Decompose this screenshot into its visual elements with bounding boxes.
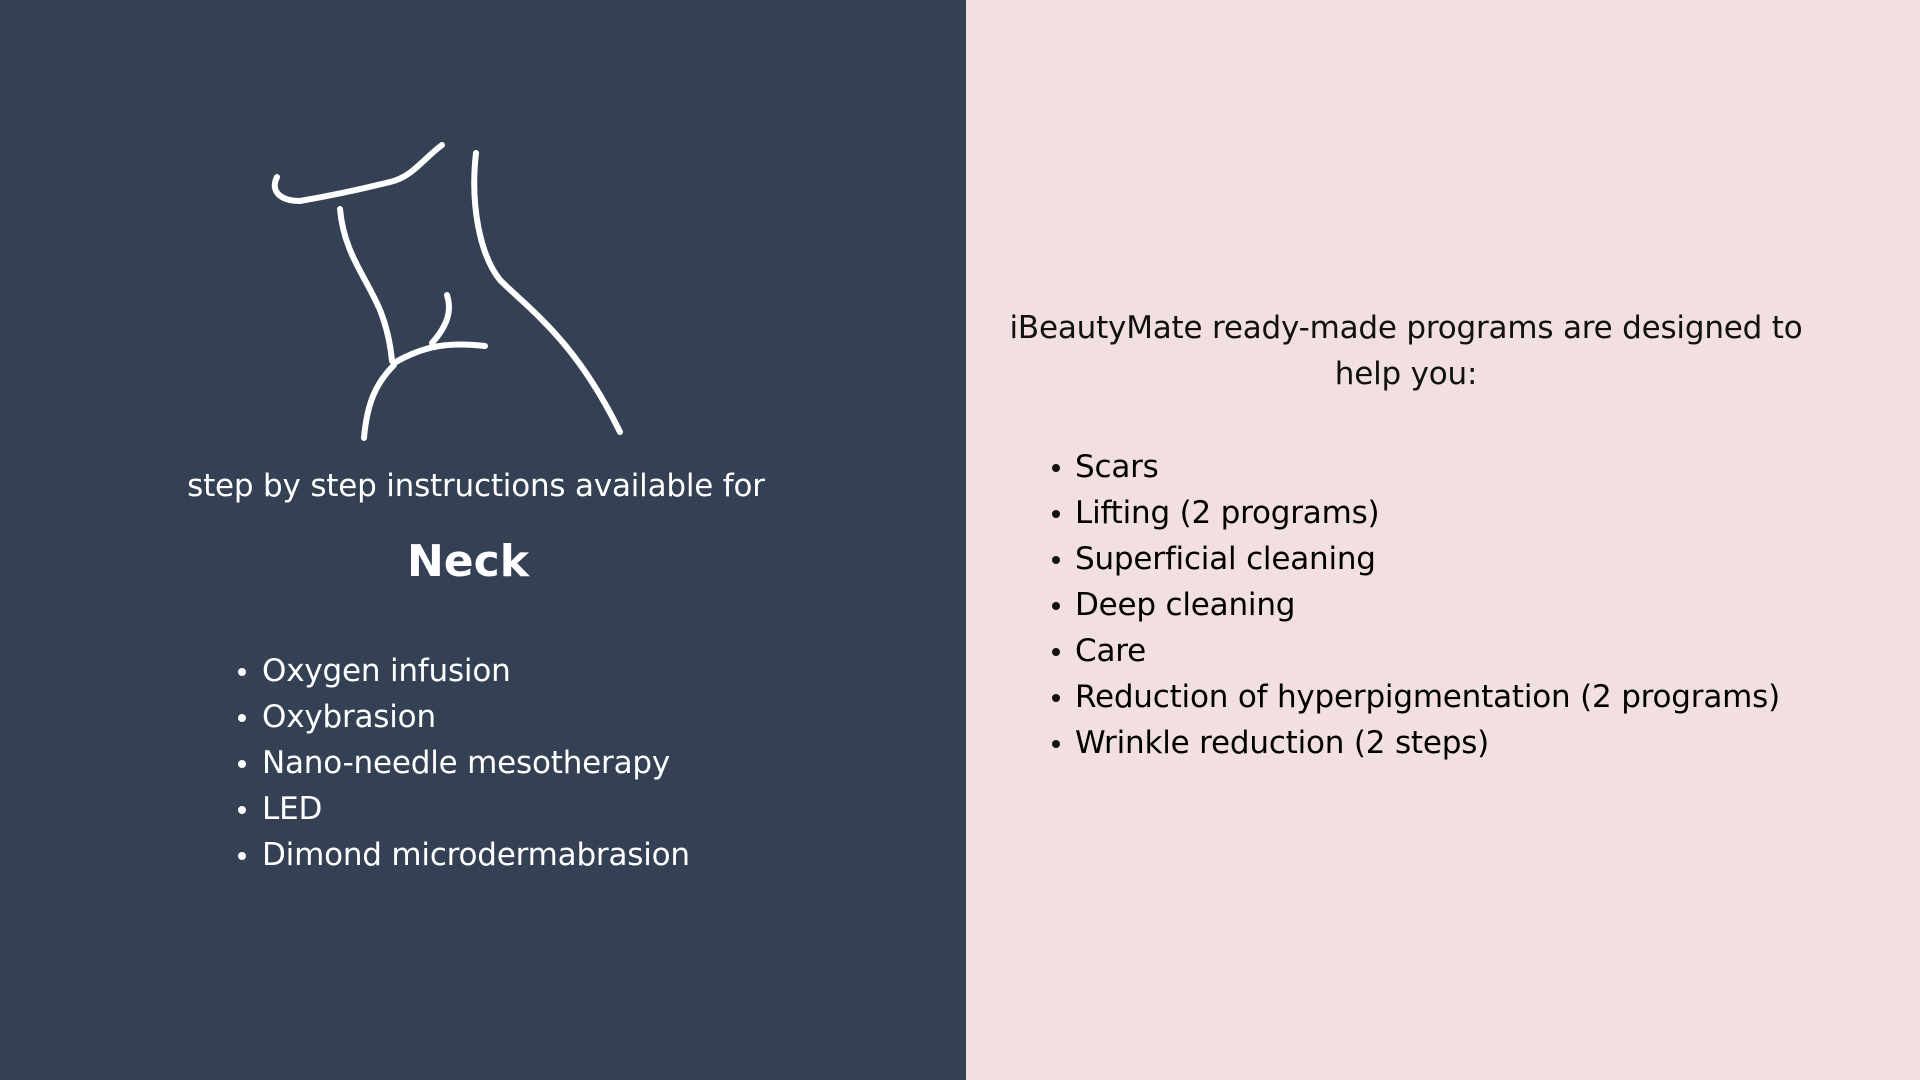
list-item: Superficial cleaning xyxy=(1047,536,1780,582)
instructions-subtitle: step by step instructions available for xyxy=(187,468,765,504)
programs-intro: iBeautyMate ready-made programs are designed to help you: xyxy=(1009,310,1803,392)
list-item: Deep cleaning xyxy=(1047,582,1780,628)
area-title: Neck xyxy=(406,536,529,587)
list-item: Scars xyxy=(1047,444,1780,490)
list-item: LED xyxy=(233,786,690,832)
list-item: Wrinkle reduction (2 steps) xyxy=(1047,720,1780,766)
list-item: Care xyxy=(1047,628,1780,674)
list-item: Reduction of hyperpigmentation (2 programs) xyxy=(1047,674,1780,720)
list-item: Dimond microdermabrasion xyxy=(233,832,690,878)
list-item: Oxybrasion xyxy=(233,694,690,740)
treatment-list xyxy=(233,648,690,878)
neck-outline-icon xyxy=(260,135,640,445)
list-item: Nano-needle mesotherapy xyxy=(233,740,690,786)
list-item: Lifting (2 programs) xyxy=(1047,490,1780,536)
list-item: Oxygen infusion xyxy=(233,648,690,694)
program-list xyxy=(1047,444,1780,766)
